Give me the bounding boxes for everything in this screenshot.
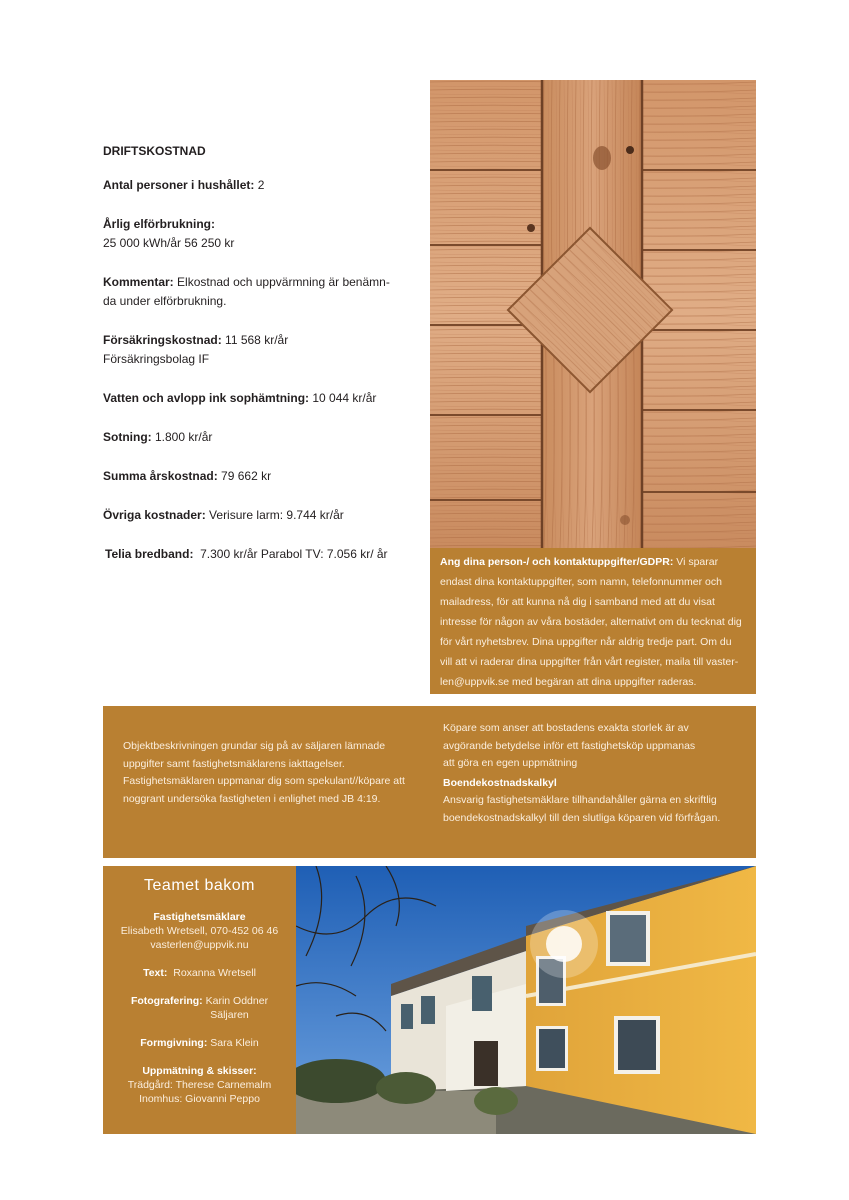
measure-entry bbox=[103, 1064, 296, 1106]
insurance-label: Försäkringskostnad: bbox=[103, 333, 222, 347]
disclaimer-line: Köpare som anser att bostadens exakta storlek är av bbox=[443, 722, 689, 734]
disclaimer-line: noggrant undersöka fastigheten i enlighet med JB 4:19. bbox=[123, 792, 381, 805]
gdpr-label: Ang dina person-/ och kontaktuppgifter/GDPR: bbox=[440, 556, 674, 568]
telia-value: 7.300 kr/år Parabol TV: 7.056 kr/ år bbox=[200, 547, 388, 561]
boende-line: boendekostnadskalkyl till den slutliga köparen vid förfrågan. bbox=[443, 811, 721, 824]
disclaimer-line: att göra en egen uppmätning bbox=[443, 757, 578, 770]
team-title: Teamet bakom bbox=[144, 877, 255, 894]
measure-line-2: Inomhus: Giovanni Peppo bbox=[139, 1093, 260, 1105]
gdpr-line: mailadress, för att kunna nå dig i samband med att du visat bbox=[440, 596, 715, 608]
total-label: Summa årskostnad: bbox=[103, 469, 218, 483]
measure-line-1: Trädgård: Therese Carnemalm bbox=[127, 1079, 272, 1091]
boende-line: Ansvarig fastighetsmäklare tillhandahåller gärna en skriftlig bbox=[443, 794, 717, 807]
broker-entry bbox=[103, 910, 296, 952]
gdpr-line: endast dina kontaktuppgifter, som namn, telefonnummer och bbox=[440, 576, 722, 588]
section-heading: DRIFTSKOSTNAD bbox=[103, 144, 206, 158]
house-illustration bbox=[296, 866, 756, 1134]
broker-email: vasterlen@uppvik.nu bbox=[150, 939, 249, 951]
photo-value: Karin Oddner bbox=[205, 995, 269, 1007]
photo-value-2: Säljaren bbox=[210, 1009, 249, 1021]
gdpr-line: vill att vi raderar dina uppgifter från vårt register, maila till vaster- bbox=[440, 656, 739, 668]
disclaimer-left bbox=[123, 738, 423, 808]
text-entry bbox=[103, 966, 296, 980]
total-value: 79 662 kr bbox=[221, 469, 272, 483]
total-row bbox=[103, 467, 413, 486]
telia-row bbox=[103, 545, 413, 564]
water-row bbox=[103, 389, 413, 408]
water-label: Vatten och avlopp ink sophämtning: bbox=[103, 391, 310, 405]
persons-value: 2 bbox=[257, 178, 265, 192]
comment-label: Kommentar: bbox=[103, 275, 174, 289]
comment-row bbox=[103, 273, 413, 311]
photo-entry bbox=[103, 994, 296, 1022]
disclaimer-line: Fastighetsmäklaren uppmanar dig som spekulant//köpare att bbox=[123, 775, 405, 788]
disclaimer-band bbox=[103, 706, 756, 858]
disclaimer-line: avgörande betydelse inför ett fastighetsköp uppmanas bbox=[443, 739, 696, 752]
persons-label: Antal personer i hushållet: bbox=[103, 178, 255, 192]
insurance-company: Försäkringsbolag IF bbox=[103, 352, 210, 366]
house-photo bbox=[296, 866, 756, 1134]
gdpr-line: len@uppvik.se med begäran att dina uppgifter raderas. bbox=[440, 676, 697, 688]
insurance-row bbox=[103, 331, 413, 369]
sotning-row bbox=[103, 428, 413, 447]
text-value: Roxanna Wretsell bbox=[173, 967, 256, 979]
electricity-row bbox=[103, 215, 413, 253]
boende-heading: Boendekostnadskalkyl bbox=[443, 776, 557, 789]
sotning-value: 1.800 kr/år bbox=[155, 430, 213, 444]
persons-row bbox=[103, 176, 413, 195]
operating-costs-section bbox=[103, 142, 413, 584]
broker-contact: Elisabeth Wretsell, 070-452 06 46 bbox=[120, 925, 279, 937]
telia-label: Telia bredband: bbox=[105, 547, 194, 561]
water-value: 10 044 kr/år bbox=[312, 391, 377, 405]
disclaimer-line: Objektbeskrivningen grundar sig på av säljaren lämnade bbox=[123, 740, 386, 752]
gdpr-line: Vi sparar bbox=[676, 556, 719, 568]
team-credits bbox=[103, 866, 296, 1134]
insurance-value: 11 568 kr/år bbox=[225, 333, 289, 347]
comment-line-1: Elkostnad och uppvärmning är benämn- bbox=[177, 275, 390, 289]
design-entry bbox=[103, 1036, 296, 1050]
gdpr-line: intresse för någon av våra bostäder, alternativt om du tecknat dig bbox=[440, 616, 742, 628]
measure-label: Uppmätning & skisser: bbox=[142, 1065, 257, 1077]
disclaimer-line: uppgifter samt fastighetsmäklarens iakttagelser. bbox=[123, 757, 345, 770]
text-label: Text: bbox=[143, 967, 168, 979]
other-costs-row bbox=[103, 506, 413, 525]
gdpr-notice bbox=[430, 548, 756, 694]
design-label: Formgivning: bbox=[140, 1037, 208, 1049]
sotning-label: Sotning: bbox=[103, 430, 152, 444]
broker-label: Fastighetsmäklare bbox=[153, 911, 246, 923]
other-costs-value: Verisure larm: 9.744 kr/år bbox=[209, 508, 344, 522]
design-value: Sara Klein bbox=[210, 1037, 259, 1049]
electricity-value: 25 000 kWh/år 56 250 kr bbox=[103, 236, 235, 250]
comment-line-2: da under elförbrukning. bbox=[103, 294, 227, 308]
wood-panel-photo bbox=[430, 80, 756, 548]
gdpr-line: för vårt nyhetsbrev. Dina uppgifter når aldrig tredje part. Om du bbox=[440, 636, 732, 648]
disclaimer-right bbox=[443, 720, 748, 828]
electricity-label: Årlig elförbrukning: bbox=[103, 217, 215, 231]
wood-panel-illustration bbox=[430, 80, 756, 548]
photo-label: Fotografering: bbox=[130, 995, 203, 1007]
other-costs-label: Övriga kostnader: bbox=[103, 508, 206, 522]
